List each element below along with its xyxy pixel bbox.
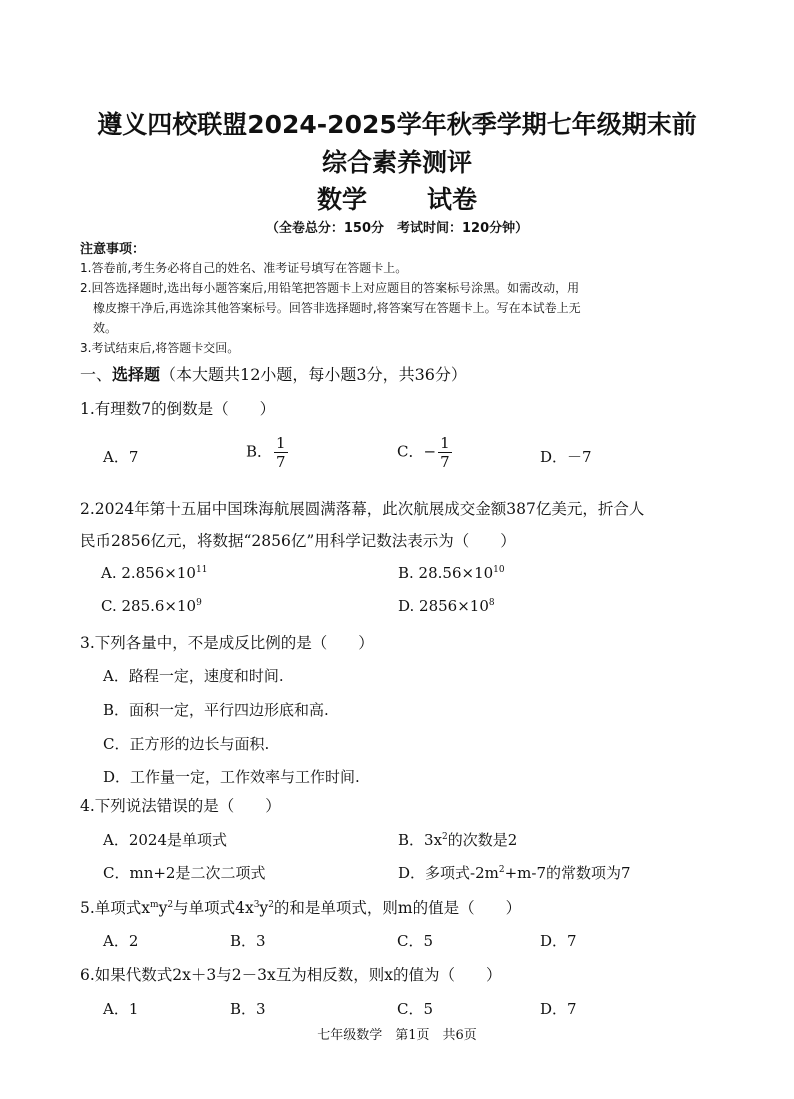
q6-option-b: B．3 (230, 1000, 266, 1018)
q3-option-d: D．工作量一定，工作效率与工作时间. (103, 768, 360, 786)
page-footer: 七年级数学 第1页 共6页 (317, 1028, 477, 1043)
q4-option-d-exponent: 2 (498, 865, 505, 875)
q4-option-b-exponent: 2 (442, 832, 448, 842)
q5-exp-1: m (150, 899, 159, 910)
q4-option-c: C．mn+2是二次二项式 (103, 864, 266, 882)
q5-option-c: C．5 (397, 932, 434, 950)
section-name: 选择题 (112, 365, 161, 384)
q5-part-2: y (158, 899, 168, 917)
q4-option-b (398, 829, 517, 850)
q1-option-c (397, 434, 454, 471)
q4-option-a: A．2024是单项式 (103, 831, 228, 849)
question-5-stem (80, 896, 521, 918)
q2-option-c-base: C. 285.6×10 (101, 597, 197, 615)
q3-option-b: B．面积一定，平行四边形底和高. (103, 701, 329, 719)
q6-option-a: A．1 (103, 1000, 139, 1018)
question-1-stem: 1.有理数7的倒数是（ ） (80, 400, 276, 418)
question-2-stem-line2: 民币2856亿元，将数据“2856亿”用科学记数法表示为（ ） (80, 532, 516, 550)
note-item-2-line3: 效。 (93, 321, 118, 335)
section-prefix: 一、 (80, 365, 113, 384)
q5-option-a: A．2 (103, 932, 139, 950)
fraction-denominator: 7 (440, 453, 450, 471)
q5-exp-2: 2 (167, 899, 174, 910)
q5-option-b: B．3 (230, 932, 266, 950)
q2-option-d (398, 597, 495, 615)
q2-option-c (101, 597, 202, 615)
note-item-2-line2: 橡皮擦干净后,再选涂其他答案标号。回答非选择题时,将答案写在答题卡上。写在本试卷上无 (93, 301, 581, 315)
question-6-stem: 6.如果代数式2x＋3与2－3x互为相反数，则x的值为（ ） (80, 966, 502, 984)
question-2-stem-line1: 2.2024年第十五届中国珠海航展圆满落幕，此次航展成交金额387亿美元，折合人 (80, 500, 645, 518)
q5-exp-3: 3 (253, 899, 260, 910)
exam-title-line1: 遵义四校联盟2024-2025学年秋季学期七年级期末前 (97, 110, 697, 139)
exam-meta: （全卷总分：150分 考试时间：120分钟） (265, 221, 529, 236)
q1-option-b-fraction (274, 434, 288, 471)
q2-option-c-exponent: 9 (196, 598, 202, 608)
q2-option-d-base: D. 2856×10 (398, 597, 489, 615)
note-item-1: 1.答卷前,考生务必将自己的姓名、准考证号填写在答题卡上。 (80, 261, 408, 275)
q2-option-b-base: B. 28.56×10 (398, 564, 494, 582)
q4-option-d-post: +m-7的常数项为7 (504, 864, 631, 882)
q3-option-c: C．正方形的边长与面积. (103, 735, 270, 753)
q2-option-a-exponent: 11 (195, 565, 208, 575)
q4-option-d-pre: D．多项式-2m (398, 864, 499, 882)
q1-option-c-fraction (438, 434, 452, 471)
q1-option-d: D．－7 (540, 448, 592, 466)
q4-option-d (398, 862, 631, 883)
q5-part-5: 的和是单项式，则m的值是（ ） (273, 899, 522, 917)
exam-subject-line (0, 180, 794, 216)
exam-title-line2: 综合素养测评 (321, 148, 472, 177)
notes-title: 注意事项： (80, 242, 146, 257)
q2-option-d-exponent: 8 (488, 598, 495, 608)
question-4-stem: 4.下列说法错误的是（ ） (80, 797, 281, 815)
section-desc: （本大题共12小题，每小题3分，共36分） (160, 365, 467, 384)
subject-label: 数学 (316, 185, 367, 214)
paper-label: 试卷 (427, 185, 478, 214)
q3-option-a: A．路程一定，速度和时间. (103, 667, 284, 685)
fraction-numerator: 1 (276, 434, 286, 452)
question-3-stem: 3.下列各量中，不是成反比例的是（ ） (80, 634, 374, 652)
q5-part-1: 5.单项式x (80, 899, 151, 917)
q1-option-b (246, 434, 290, 471)
fraction-numerator: 1 (440, 434, 450, 452)
q4-option-b-pre: B．3x (398, 831, 443, 849)
q5-exp-4: 2 (268, 899, 274, 910)
q2-option-b-exponent: 10 (493, 565, 505, 575)
note-item-2-line1: 2.回答选择题时,选出每小题答案后,用铅笔把答题卡上对应题目的答案标号涂黑。如需改动，用 (80, 281, 580, 295)
q1-option-b-label: B． (246, 442, 273, 461)
q5-part-4: y (259, 899, 269, 917)
minus-sign: − (423, 442, 437, 461)
q5-part-3: 与单项式4x (173, 899, 254, 917)
q1-option-a: A．7 (103, 448, 139, 466)
q2-option-b (398, 564, 505, 582)
q2-option-a-base: A. 2.856×10 (101, 564, 196, 582)
q1-option-c-label: C． (397, 442, 424, 461)
q5-option-d: D．7 (540, 932, 577, 950)
q6-option-d: D．7 (540, 1000, 577, 1018)
note-item-3: 3.考试结束后,将答题卡交回。 (80, 341, 240, 355)
q2-option-a (101, 564, 207, 582)
q6-option-c: C．5 (397, 1000, 434, 1018)
section-heading (80, 362, 467, 385)
q4-option-b-post: 的次数是2 (447, 831, 518, 849)
fraction-denominator: 7 (276, 453, 286, 471)
